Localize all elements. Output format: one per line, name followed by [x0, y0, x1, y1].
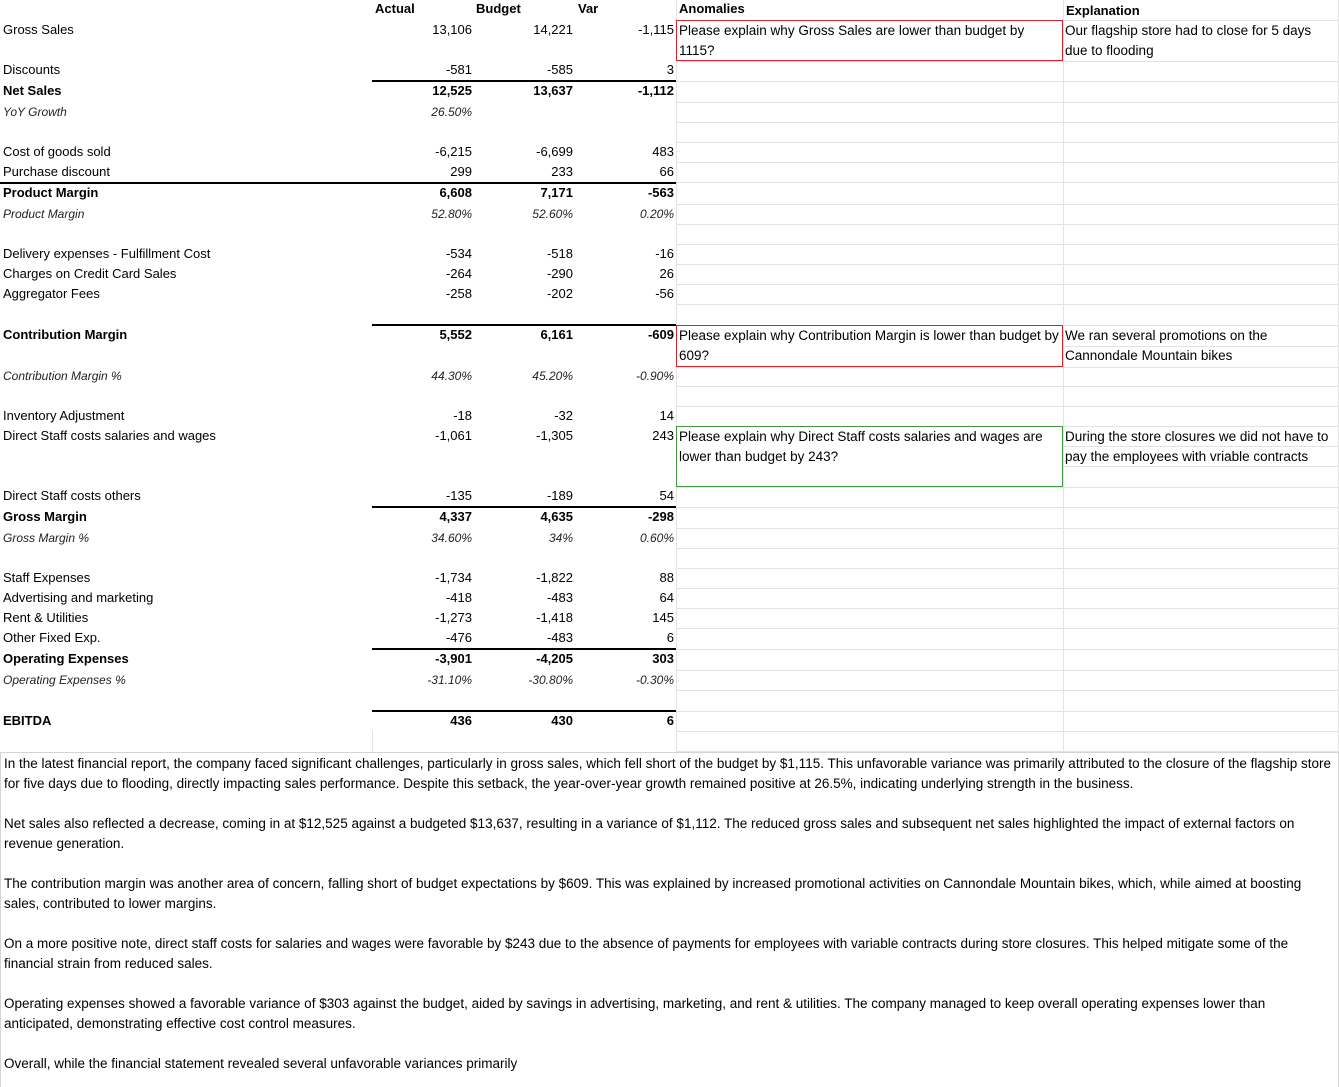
grid-line — [676, 142, 1338, 143]
row-label: Product Margin — [3, 185, 99, 200]
variance-value: -56 — [655, 286, 674, 301]
budget-value: -518 — [546, 246, 573, 261]
narrative-paragraph: On a more positive note, direct staff costs for salaries and wages were favorable by $243 due to the absence of payments for employees with variable contracts during store closures. This helped mitigate some of the financial strain from reduced sales. — [4, 936, 1289, 971]
table-row — [0, 649, 676, 669]
grid-line — [676, 102, 1338, 103]
variance-value: 88 — [659, 570, 674, 585]
table-row — [0, 183, 676, 203]
row-label: Aggregator Fees — [3, 286, 100, 301]
grid-line — [676, 528, 1338, 529]
variance-value: 6 — [666, 713, 674, 728]
variance-value: -298 — [647, 509, 674, 524]
variance-value: 3 — [666, 62, 674, 77]
anomaly-comment-direct-staff[interactable]: Please explain why Direct Staff costs salaries and wages are lower than budget by 243? — [676, 426, 1063, 487]
table-row — [0, 284, 676, 304]
actual-value: -258 — [445, 286, 472, 301]
actual-value: 5,552 — [439, 327, 472, 342]
table-row — [0, 568, 676, 588]
table-row — [0, 670, 676, 690]
table-row — [0, 204, 676, 224]
header-budget: Budget — [476, 1, 521, 16]
actual-value: 4,337 — [439, 509, 472, 524]
grid-column-line — [372, 731, 373, 752]
actual-value: -581 — [445, 62, 472, 77]
narrative-paragraph: In the latest financial report, the company faced significant challenges, particularly in gross sales, which fell short of the budget by $1,115. This unfavorable variance was primarily attributed to the closure of the flagship store for five days due to flooding, directly impacting sales performance. Despite this setback, the year-over-year growth remained positive at 26.5%, indicating underlying strength in the business. — [4, 756, 1331, 791]
explanation-gross-sales[interactable]: Our flagship store had to close for 5 days due to flooding — [1065, 23, 1312, 58]
row-label: Staff Expenses — [3, 570, 91, 585]
budget-value: -1,305 — [536, 428, 573, 443]
budget-value: -4,205 — [536, 651, 573, 666]
header-explanation: Explanation — [1066, 3, 1140, 18]
anomaly-comment-gross-sales[interactable]: Please explain why Gross Sales are lower than budget by 1115? — [676, 20, 1063, 61]
table-row — [0, 528, 676, 548]
header-anomalies: Anomalies — [679, 1, 745, 16]
budget-value: -202 — [546, 286, 573, 301]
variance-value: 243 — [652, 428, 674, 443]
variance-value: 54 — [659, 488, 674, 503]
grid-column-line — [676, 0, 677, 752]
variance-value: 6 — [666, 630, 674, 645]
table-row — [0, 325, 676, 345]
budget-value: 4,635 — [540, 509, 573, 524]
budget-value: 13,637 — [533, 83, 573, 98]
row-label: Contribution Margin — [3, 327, 128, 342]
budget-value — [472, 102, 573, 122]
row-label: Cost of goods sold — [3, 144, 111, 159]
grid-line — [676, 304, 1338, 305]
budget-value: -32 — [554, 408, 573, 423]
grid-line — [676, 487, 1338, 488]
budget-value: 7,171 — [540, 185, 573, 200]
actual-value: 436 — [450, 713, 472, 728]
table-row — [0, 406, 676, 426]
budget-value: -1,822 — [536, 570, 573, 585]
budget-value: 45.20% — [532, 369, 573, 383]
row-label: YoY Growth — [3, 105, 67, 119]
budget-value: -483 — [546, 590, 573, 605]
variance-value — [573, 102, 674, 122]
actual-value: 12,525 — [432, 83, 472, 98]
row-label: Charges on Credit Card Sales — [3, 266, 177, 281]
row-label: Direct Staff costs others — [3, 488, 141, 503]
row-label: Product Margin — [3, 207, 85, 221]
actual-value: -418 — [445, 590, 472, 605]
actual-value: -1,273 — [435, 610, 472, 625]
row-label: Delivery expenses - Fulfillment Cost — [3, 246, 211, 261]
actual-value: 13,106 — [432, 22, 472, 37]
narrative-summary[interactable] — [0, 752, 1339, 1087]
row-label: Contribution Margin % — [3, 369, 122, 383]
grid-line — [676, 507, 1338, 508]
budget-value: 233 — [551, 164, 573, 179]
row-label: Purchase discount — [3, 164, 110, 179]
header-actual: Actual — [375, 1, 415, 16]
row-label: Advertising and marketing — [3, 590, 154, 605]
variance-value: 0.60% — [639, 531, 674, 545]
table-row — [0, 426, 676, 446]
actual-value: -264 — [445, 266, 472, 281]
variance-value: 14 — [659, 408, 674, 423]
table-row — [0, 81, 676, 101]
row-label: Rent & Utilities — [3, 610, 89, 625]
budget-value: -585 — [546, 62, 573, 77]
table-row — [0, 507, 676, 527]
grid-line — [676, 81, 1338, 82]
budget-value: 6,161 — [540, 327, 573, 342]
row-label: Direct Staff costs salaries and wages — [3, 428, 216, 443]
actual-value: 26.50% — [431, 105, 472, 119]
variance-value: -1,112 — [637, 83, 674, 98]
actual-value: -18 — [453, 408, 472, 423]
table-row — [0, 244, 676, 264]
row-label: Gross Sales — [3, 22, 74, 37]
grid-line — [676, 628, 1338, 629]
grid-line — [676, 690, 1338, 691]
narrative-paragraph: The contribution margin was another area of concern, falling short of budget expectations by $609. This was explained by increased promotional activities on Cannondale Mountain bikes, which, while aimed at boosting sales, contributed to lower margins. — [4, 876, 1302, 911]
variance-value: 303 — [652, 651, 674, 666]
variance-value: -609 — [647, 327, 674, 342]
variance-value: -563 — [647, 185, 674, 200]
grid-line — [676, 670, 1338, 671]
budget-value: 34% — [548, 531, 573, 545]
grid-line — [676, 608, 1338, 609]
explanation-direct-staff[interactable]: During the store closures we did not have to pay the employees with vriable contracts — [1065, 429, 1329, 464]
narrative-paragraph: Operating expenses showed a favorable variance of $303 against the budget, aided by savings in advertising, marketing, and rent & utilities. The company managed to keep overall operating expenses lower than anticipated, demonstrating effective cost control measures. — [4, 996, 1266, 1031]
row-label: Operating Expenses % — [3, 673, 126, 687]
actual-value: -31.10% — [427, 673, 472, 687]
variance-value: 64 — [659, 590, 674, 605]
actual-value: 34.60% — [431, 531, 472, 545]
budget-value: 430 — [551, 713, 573, 728]
actual-value: -6,215 — [435, 144, 472, 159]
actual-value: 299 — [450, 164, 472, 179]
grid-line — [676, 122, 1338, 123]
row-label: EBITDA — [3, 713, 52, 728]
budget-value: 14,221 — [533, 22, 573, 37]
variance-value: 483 — [652, 144, 674, 159]
actual-value: -3,901 — [435, 651, 472, 666]
row-label: Operating Expenses — [3, 651, 129, 666]
table-row — [0, 60, 676, 80]
budget-value: 52.60% — [532, 207, 573, 221]
actual-value: 6,608 — [439, 185, 472, 200]
grid-line — [676, 568, 1338, 569]
row-label: Net Sales — [3, 83, 62, 98]
grid-line — [676, 386, 1338, 387]
table-row — [0, 102, 676, 122]
table-row — [0, 142, 676, 162]
grid-line — [676, 224, 1338, 225]
grid-line — [676, 588, 1338, 589]
budget-value: -1,418 — [536, 610, 573, 625]
table-row — [0, 608, 676, 628]
grid-line — [676, 284, 1338, 285]
grid-column-line — [676, 731, 677, 752]
narrative-paragraph: Net sales also reflected a decrease, coming in at $12,525 against a budgeted $13,637, resulting in a variance of $1,112. The reduced gross sales and subsequent net sales highlighted the impact of external factors on revenue generation. — [4, 816, 1295, 851]
grid-line — [676, 61, 1338, 62]
row-label: Other Fixed Exp. — [3, 630, 101, 645]
variance-value: 26 — [659, 266, 674, 281]
explanation-contribution-margin[interactable]: We ran several promotions on the Cannondale Mountain bikes — [1065, 328, 1268, 363]
grid-line — [676, 182, 1338, 183]
budget-value: -189 — [546, 488, 573, 503]
table-row — [0, 711, 676, 731]
table-row — [0, 588, 676, 608]
grid-line — [676, 204, 1338, 205]
variance-value: -16 — [655, 246, 674, 261]
row-label: Inventory Adjustment — [3, 408, 125, 423]
grid-line — [676, 244, 1338, 245]
table-row — [0, 264, 676, 284]
actual-value: -1,061 — [435, 428, 472, 443]
variance-value: -0.90% — [635, 369, 674, 383]
budget-value: -6,699 — [536, 144, 573, 159]
budget-value: -30.80% — [528, 673, 573, 687]
grid-line — [676, 367, 1338, 368]
table-row — [0, 366, 676, 386]
actual-value: -135 — [445, 488, 472, 503]
variance-value: 145 — [652, 610, 674, 625]
actual-value: -476 — [445, 630, 472, 645]
grid-line — [676, 548, 1338, 549]
table-row — [0, 20, 676, 40]
grid-line — [676, 649, 1338, 650]
variance-value: 0.20% — [639, 207, 674, 221]
variance-value: -1,115 — [638, 22, 674, 37]
grid-line — [676, 711, 1338, 712]
grid-column-line — [1063, 0, 1064, 752]
actual-value: -1,734 — [435, 570, 472, 585]
table-row — [0, 628, 676, 648]
budget-value: -483 — [546, 630, 573, 645]
actual-value: 44.30% — [431, 369, 472, 383]
narrative-paragraph: Overall, while the financial statement revealed several unfavorable variances primarily — [4, 1056, 518, 1071]
grid-line — [676, 264, 1338, 265]
grid-line — [676, 162, 1338, 163]
variance-value: 66 — [659, 164, 674, 179]
actual-value: 52.80% — [431, 207, 472, 221]
header-var: Var — [578, 1, 599, 16]
row-label: Discounts — [3, 62, 61, 77]
actual-value: -534 — [445, 246, 472, 261]
row-label: Gross Margin % — [3, 531, 90, 545]
row-label: Gross Margin — [3, 509, 87, 524]
grid-line — [676, 406, 1338, 407]
variance-value: -0.30% — [635, 673, 674, 687]
grid-line — [676, 731, 1338, 732]
table-row — [0, 486, 676, 506]
budget-value: -290 — [546, 266, 573, 281]
table-row — [0, 162, 676, 182]
anomaly-comment-contribution-margin[interactable]: Please explain why Contribution Margin is lower than budget by 609? — [676, 325, 1063, 367]
